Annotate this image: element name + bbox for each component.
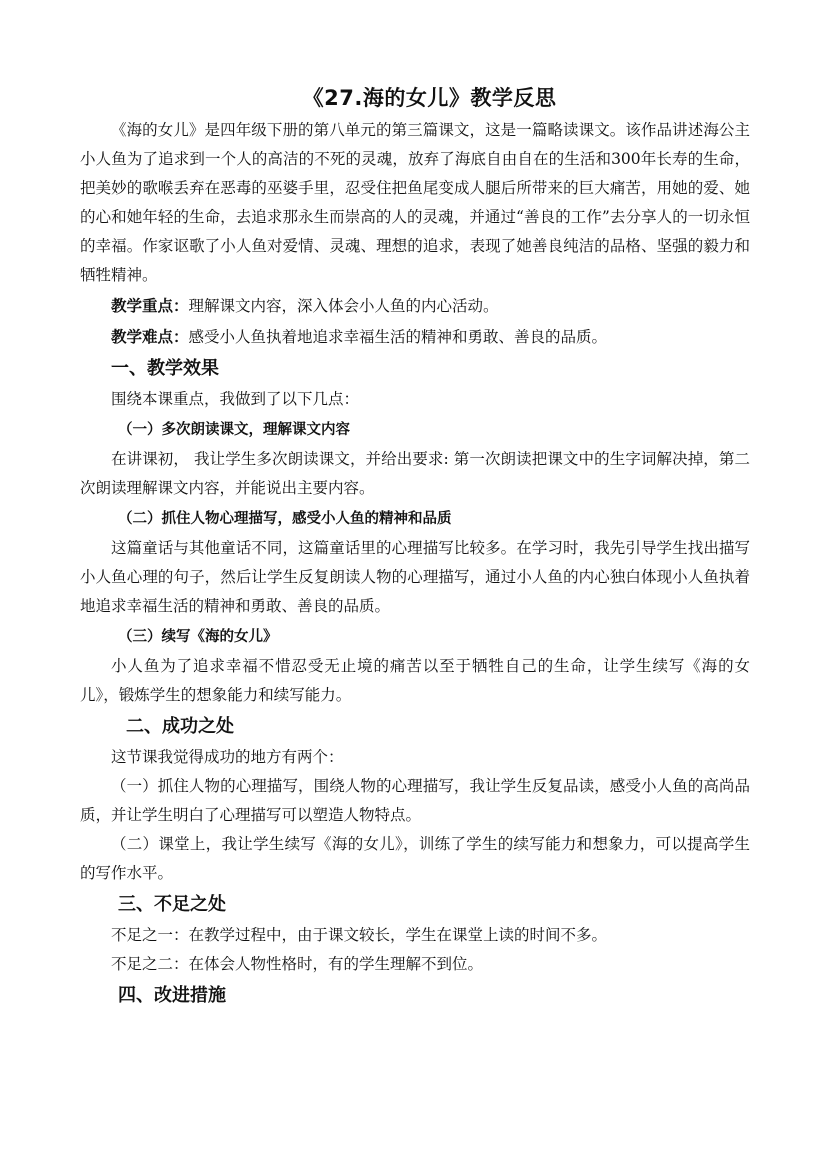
subsection-text-3: 小人鱼为了追求幸福不惜忍受无止境的痛苦以至于牺牲自己的生命，让学生续写《海的女儿》，锻炼学生的想象能力和续写能力。 [80,657,750,704]
section-heading-effect: 一、教学效果 [111,358,219,379]
section-heading-success: 二、成功之处 [126,716,234,737]
teaching-focus [80,292,750,321]
subsection-heading-1: （一）多次朗读课文，理解课文内容 [118,422,350,438]
intro-paragraph: 《海的女儿》是四年级下册的第八单元的第三篇课文，这是一篇略读课文。该作品讲述海公主小人鱼为了追求到一个人的高洁的不死的灵魂，放弃了海底自由自在的生活和300年长寿的生命，把美妙的歌喉丢弃在恶毒的巫婆手里，忍受住把鱼尾变成人腿后所带来的巨大痛苦，用她的爱、她的心和她年轻的生命，去追求那永生而崇高的人的灵魂，并通过“善良的工作”去分享人的一切永恒的幸福。作家讴歌了小人鱼对爱情、灵魂、理想的追求，表现了她善良纯洁的品格、坚强的毅力和牺牲精神。 [80,121,750,284]
section-lead: 这节课我觉得成功的地方有两个： [111,748,344,766]
subsection-text-1: 在讲课初， 我让学生多次朗读课文，并给出要求: 第一次朗读把课文中的生字词解决掉，第二次朗读理解课文内容，并能说出主要内容。 [80,450,750,497]
shortcoming-2: 不足之二：在体会人物性格时，有的学生理解不到位。 [111,955,484,973]
teaching-difficulty [80,323,750,352]
document-title [0,82,827,112]
subsection-heading-3: （三）续写《海的女儿》 [118,629,278,645]
section-lead: 围绕本课重点，我做到了以下几点： [111,390,360,408]
title-text: 《27.海的女儿》教学反思 [302,86,557,110]
subsection-text-2: 这篇童话与其他童话不同，这篇童话里的心理描写比较多。在学习时，我先引导学生找出描写小人鱼心理的句子，然后让学生反复朗读人物的心理描写，通过小人鱼的内心独白体现小人鱼执着地追求幸福生活的精神和勇敢、善良的品质。 [80,539,750,615]
success-point-1: （一）抓住人物的心理描写，围绕人物的心理描写，我让学生反复品读，感受小人鱼的高尚品质，并让学生明白了心理描写可以塑造人物特点。 [80,777,750,824]
teaching-difficulty-text: 感受小人鱼执着地追求幸福生活的精神和勇敢、善良的品质。 [188,328,608,346]
success-point-2: （二）课堂上，我让学生续写《海的女儿》，训练了学生的续写能力和想象力，可以提高学生的写作水平。 [80,835,750,882]
subsection-heading-2: （二）抓住人物心理描写，感受小人鱼的精神和品质 [118,511,452,527]
teaching-difficulty-label: 教学难点： [111,328,189,346]
teaching-focus-text: 理解课文内容，深入体会小人鱼的内心活动。 [188,297,499,315]
section-heading-improvements: 四、改进措施 [118,985,226,1006]
shortcoming-1: 不足之一：在教学过程中，由于课文较长，学生在课堂上读的时间不多。 [111,926,608,944]
teaching-focus-label: 教学重点： [111,297,189,315]
section-heading-shortcomings: 三、不足之处 [118,894,226,915]
document-body [80,116,750,1012]
